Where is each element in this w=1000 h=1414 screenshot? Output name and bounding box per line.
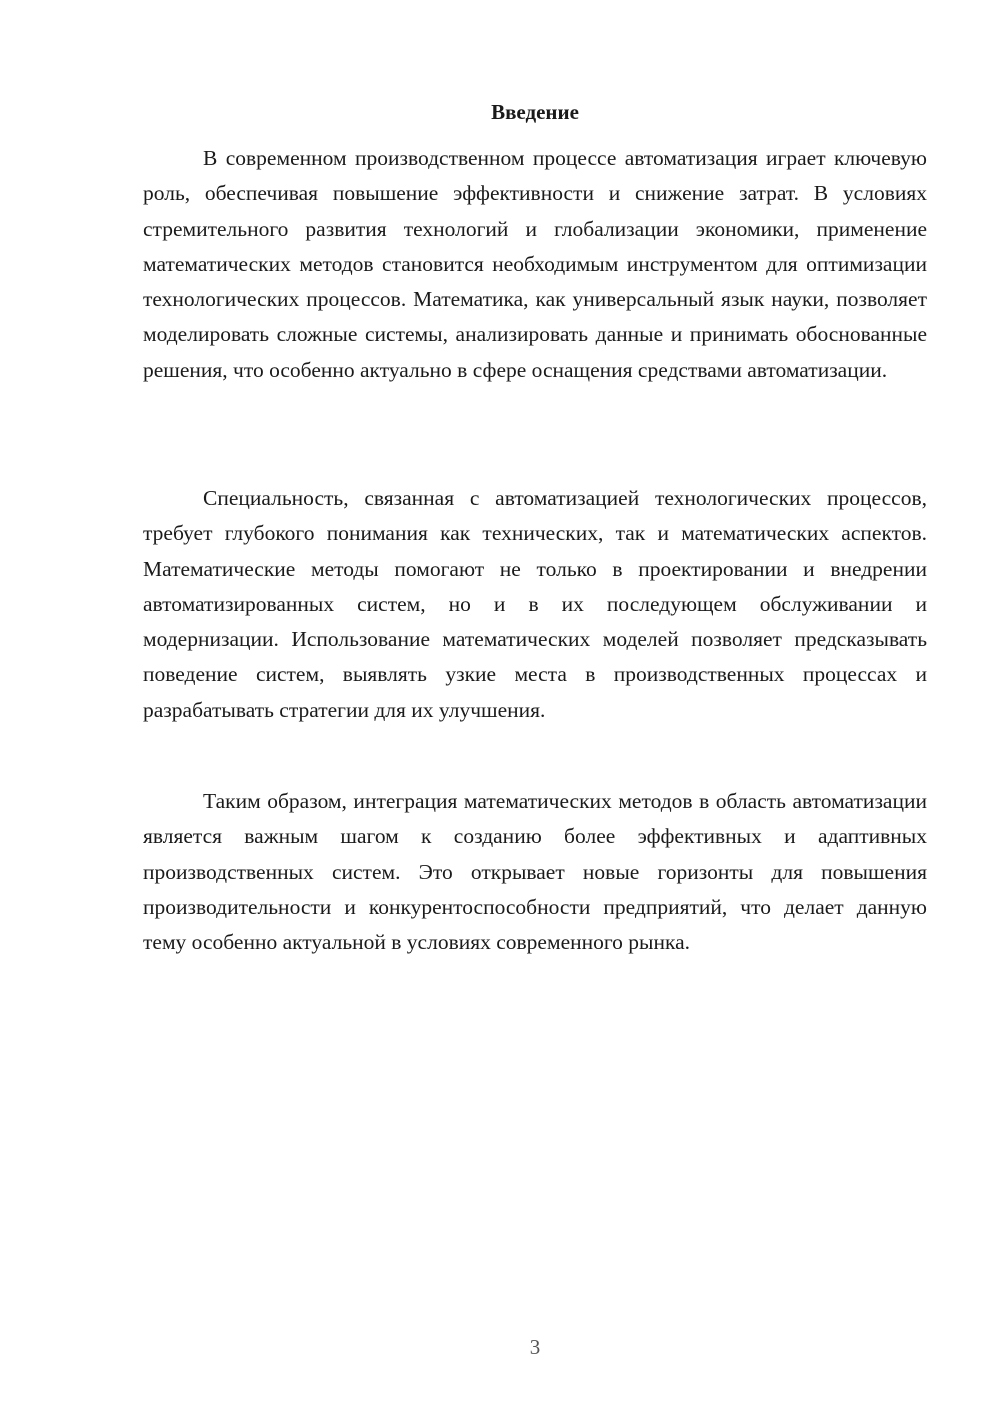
paragraph-1-block [143,141,927,388]
page-number: 3 [529,1335,541,1359]
paragraph-2-block [143,481,927,728]
paragraph-3-block [143,784,927,960]
section-heading: Введение [491,100,579,124]
paragraph-2: Специальность, связанная с автоматизацией технологических процессов, требует глубокого понимания как технических, так и математических аспектов. Математические методы помогают не только в проектировании и внедрении автоматизированных систем, но и в их последующем обслуживании и модернизации. Использование математических моделей позволяет предсказывать поведение систем, выявлять узкие места в производственных процессах и разрабатывать стратегии для их улучшения. [143,486,927,722]
paragraph-3: Таким образом, интеграция математических методов в область автоматизации является важным шагом к созданию более эффективных и адаптивных производственных систем. Это открывает новые горизонты для повышения производительности и конкурентоспособности предприятий, что делает данную тему особенно актуальной в условиях современного рынка. [143,789,927,955]
paragraph-1: В современном производственном процессе автоматизация играет ключевую роль, обеспечивая повышение эффективности и снижение затрат. В условиях стремительного развития технологий и глобализации экономики, применение математических методов становится необходимым инструментом для оптимизации технологических процессов. Математика, как универсальный язык науки, позволяет моделировать сложные системы, анализировать данные и принимать обоснованные решения, что особенно актуально в сфере оснащения средствами автоматизации. [143,146,927,382]
